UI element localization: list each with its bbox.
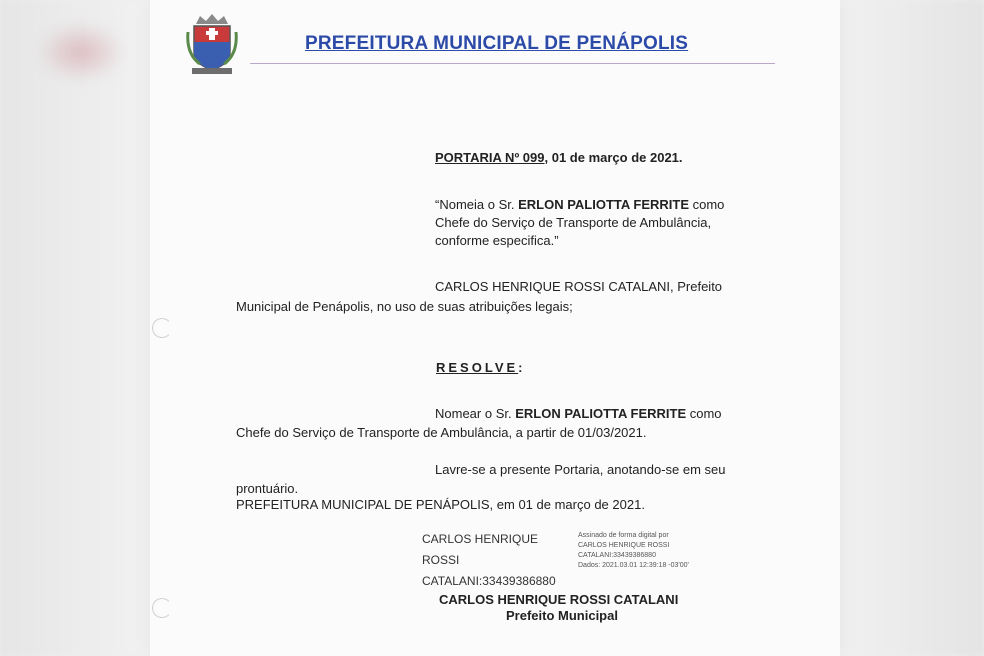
signature-meta-line-4: Dados: 2021.03.01 12:39:18 -03'00' xyxy=(578,562,689,569)
binder-hole-icon xyxy=(152,598,172,618)
signature-name-line-3: CATALANI:33439386880 xyxy=(422,574,556,588)
body-p1-post: como xyxy=(686,406,722,421)
header-divider xyxy=(250,63,775,64)
ementa-line-3: conforme especifica.” xyxy=(435,233,559,248)
resolve-word: RESOLVE xyxy=(436,360,519,375)
portaria-label: PORTARIA Nº 099 xyxy=(435,150,545,165)
body-paragraph-3: PREFEITURA MUNICIPAL DE PENÁPOLIS, em 01 de março de 2021. xyxy=(236,497,645,512)
body-paragraph-2-line-2: prontuário. xyxy=(236,481,299,496)
ementa-pre: “Nomeia o Sr. xyxy=(435,197,519,212)
coat-of-arms-icon xyxy=(186,12,238,76)
signer-role: Prefeito Municipal xyxy=(506,608,618,623)
digital-signature-meta xyxy=(578,531,689,571)
ementa-line-1 xyxy=(435,196,724,214)
ementa-name: ERLON PALIOTTA FERRITE xyxy=(518,197,690,212)
binder-hole-icon xyxy=(152,318,172,338)
body-paragraph-1-line-2: Chefe do Serviço de Transporte de Ambulância, a partir de 01/03/2021. xyxy=(236,425,647,440)
signature-name-line-1: CARLOS HENRIQUE xyxy=(422,532,539,546)
signature-meta-line-2: CARLOS HENRIQUE ROSSI xyxy=(578,542,670,549)
document-page xyxy=(150,0,840,656)
preamble-line-2: Municipal de Penápolis, no uso de suas atribuições legais; xyxy=(236,299,573,314)
signature-meta-line-3: CATALANI:33439386880 xyxy=(578,552,656,559)
ementa-line-2: Chefe do Serviço de Transporte de Ambulância, xyxy=(435,215,712,230)
header-title: PREFEITURA MUNICIPAL DE PENÁPOLIS xyxy=(305,33,689,54)
resolve-colon: : xyxy=(518,360,523,375)
resolve-heading xyxy=(436,359,523,377)
portaria-date: , 01 de março de 2021. xyxy=(544,150,683,165)
body-paragraph-1-line-1 xyxy=(435,405,722,423)
blurred-crest-smudge xyxy=(36,22,126,82)
signer-name: CARLOS HENRIQUE ROSSI CATALANI xyxy=(439,592,679,607)
ementa-post: como xyxy=(689,197,725,212)
preamble-line-1: CARLOS HENRIQUE ROSSI CATALANI, Prefeito xyxy=(435,279,723,294)
signature-name-line-2: ROSSI xyxy=(422,553,460,567)
blurred-background-left xyxy=(0,0,160,656)
blurred-background-right xyxy=(824,0,984,656)
portaria-heading xyxy=(435,149,683,167)
body-p1-pre: Nomear o Sr. xyxy=(435,406,516,421)
body-paragraph-2-line-1: Lavre-se a presente Portaria, anotando-se em seu xyxy=(435,462,726,477)
signature-meta-line-1: Assinado de forma digital por xyxy=(578,532,669,539)
body-p1-name: ERLON PALIOTTA FERRITE xyxy=(515,406,687,421)
signature-name-block xyxy=(422,529,556,592)
